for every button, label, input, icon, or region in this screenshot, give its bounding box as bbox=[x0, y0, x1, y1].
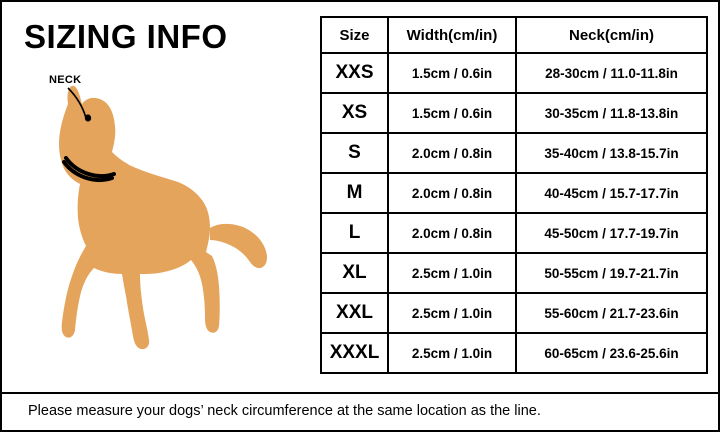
footer-note: Please measure your dogs’ neck circumference at the same location as the line. bbox=[28, 403, 541, 419]
table-body bbox=[321, 53, 707, 373]
header-size: Size bbox=[321, 17, 388, 53]
table-header-row bbox=[321, 17, 707, 53]
illustration-panel bbox=[2, 2, 314, 390]
table-row bbox=[321, 53, 707, 93]
table-row bbox=[321, 253, 707, 293]
footer-note-bar bbox=[2, 392, 718, 432]
table-row bbox=[321, 93, 707, 133]
cell-neck: 35-40cm / 13.8-15.7in bbox=[516, 133, 707, 173]
header-neck: Neck(cm/in) bbox=[516, 17, 707, 53]
cell-size: XXS bbox=[321, 53, 388, 93]
header-width: Width(cm/in) bbox=[388, 17, 516, 53]
table-row bbox=[321, 213, 707, 253]
cell-neck: 55-60cm / 21.7-23.6in bbox=[516, 293, 707, 333]
cell-neck: 40-45cm / 15.7-17.7in bbox=[516, 173, 707, 213]
cell-width: 1.5cm / 0.6in bbox=[388, 93, 516, 133]
cell-size: L bbox=[321, 213, 388, 253]
dog-body-shape bbox=[59, 86, 267, 349]
cell-size: XXL bbox=[321, 293, 388, 333]
cell-size: XL bbox=[321, 253, 388, 293]
cell-width: 2.5cm / 1.0in bbox=[388, 293, 516, 333]
table-header bbox=[321, 17, 707, 53]
size-table-wrapper bbox=[320, 16, 706, 374]
cell-width: 2.5cm / 1.0in bbox=[388, 333, 516, 373]
cell-width: 2.5cm / 1.0in bbox=[388, 253, 516, 293]
cell-width: 2.0cm / 0.8in bbox=[388, 133, 516, 173]
neck-label: NECK bbox=[49, 74, 82, 86]
cell-neck: 50-55cm / 19.7-21.7in bbox=[516, 253, 707, 293]
cell-width: 1.5cm / 0.6in bbox=[388, 53, 516, 93]
cell-width: 2.0cm / 0.8in bbox=[388, 173, 516, 213]
dog-silhouette-svg bbox=[16, 74, 306, 374]
cell-size: XXXL bbox=[321, 333, 388, 373]
table-row bbox=[321, 293, 707, 333]
cell-neck: 28-30cm / 11.0-11.8in bbox=[516, 53, 707, 93]
cell-size: S bbox=[321, 133, 388, 173]
cell-neck: 45-50cm / 17.7-19.7in bbox=[516, 213, 707, 253]
cell-size: XS bbox=[321, 93, 388, 133]
table-row bbox=[321, 133, 707, 173]
table-row bbox=[321, 173, 707, 213]
page-title: SIZING INFO bbox=[24, 18, 228, 55]
cell-size: M bbox=[321, 173, 388, 213]
cell-width: 2.0cm / 0.8in bbox=[388, 213, 516, 253]
dog-illustration bbox=[16, 74, 306, 374]
cell-neck: 30-35cm / 11.8-13.8in bbox=[516, 93, 707, 133]
size-chart-table bbox=[320, 16, 708, 374]
table-row bbox=[321, 333, 707, 373]
cell-neck: 60-65cm / 23.6-25.6in bbox=[516, 333, 707, 373]
